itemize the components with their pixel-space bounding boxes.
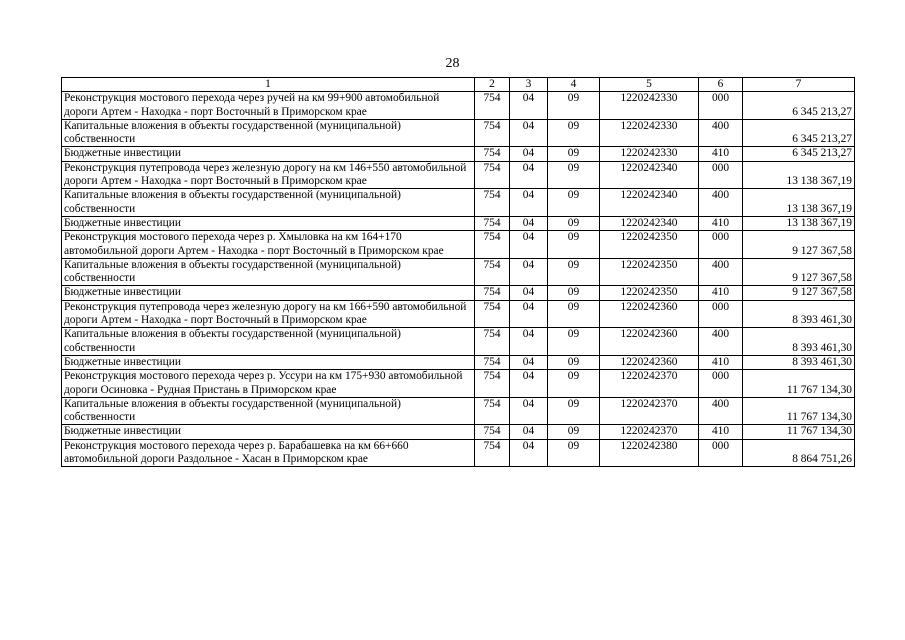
item-name-cell: Реконструкция мостового перехода через р. Уссури на км 175+930 автомобильной дороги Осиновка - Рудная Пристань в Приморском крае: [62, 370, 475, 398]
section-code-cell: 04: [510, 119, 548, 147]
target-article-cell: 1220242370: [600, 425, 699, 439]
amount-cell: 6 345 213,27: [743, 119, 855, 147]
amount-cell: 8 393 461,30: [743, 300, 855, 328]
table-row: [62, 92, 855, 120]
item-name-cell: Реконструкция мостового перехода через р. Хмыловка на км 164+170 автомобильной дороги Артем - Находка - порт Восточный в Приморском крае: [62, 231, 475, 259]
admin-code-cell: 754: [475, 286, 510, 300]
item-name-cell: Капитальные вложения в объекты государственной (муниципальной) собственности: [62, 258, 475, 286]
subsection-code-cell: 09: [548, 189, 600, 217]
table-row: [62, 189, 855, 217]
section-code-cell: 04: [510, 231, 548, 259]
section-code-cell: 04: [510, 300, 548, 328]
subsection-code-cell: 09: [548, 370, 600, 398]
header-cell: 6: [699, 78, 743, 92]
subsection-code-cell: 09: [548, 355, 600, 369]
expense-type-cell: 410: [699, 147, 743, 161]
admin-code-cell: 754: [475, 161, 510, 189]
section-code-cell: 04: [510, 286, 548, 300]
header-cell: 1: [62, 78, 475, 92]
subsection-code-cell: 09: [548, 119, 600, 147]
subsection-code-cell: 09: [548, 258, 600, 286]
table-row: [62, 161, 855, 189]
table-row: [62, 147, 855, 161]
admin-code-cell: 754: [475, 189, 510, 217]
table-row: [62, 397, 855, 425]
amount-cell: 11 767 134,30: [743, 425, 855, 439]
item-name-cell: Бюджетные инвестиции: [62, 147, 475, 161]
target-article-cell: 1220242350: [600, 231, 699, 259]
expense-type-cell: 400: [699, 397, 743, 425]
amount-cell: 6 345 213,27: [743, 92, 855, 120]
admin-code-cell: 754: [475, 92, 510, 120]
admin-code-cell: 754: [475, 300, 510, 328]
amount-cell: 8 393 461,30: [743, 355, 855, 369]
amount-cell: 11 767 134,30: [743, 370, 855, 398]
subsection-code-cell: 09: [548, 397, 600, 425]
expense-type-cell: 400: [699, 258, 743, 286]
table-row: [62, 231, 855, 259]
subsection-code-cell: 09: [548, 216, 600, 230]
section-code-cell: 04: [510, 328, 548, 356]
amount-cell: 9 127 367,58: [743, 258, 855, 286]
subsection-code-cell: 09: [548, 92, 600, 120]
amount-cell: 8 864 751,26: [743, 439, 855, 467]
target-article-cell: 1220242360: [600, 355, 699, 369]
expense-type-cell: 000: [699, 370, 743, 398]
item-name-cell: Капитальные вложения в объекты государственной (муниципальной) собственности: [62, 328, 475, 356]
item-name-cell: Бюджетные инвестиции: [62, 286, 475, 300]
expense-type-cell: 000: [699, 300, 743, 328]
item-name-cell: Бюджетные инвестиции: [62, 355, 475, 369]
expense-type-cell: 410: [699, 425, 743, 439]
expense-type-cell: 000: [699, 92, 743, 120]
budget-table: [61, 77, 855, 467]
admin-code-cell: 754: [475, 147, 510, 161]
subsection-code-cell: 09: [548, 286, 600, 300]
subsection-code-cell: 09: [548, 328, 600, 356]
section-code-cell: 04: [510, 92, 548, 120]
expense-type-cell: 410: [699, 286, 743, 300]
subsection-code-cell: 09: [548, 231, 600, 259]
target-article-cell: 1220242350: [600, 286, 699, 300]
item-name-cell: Капитальные вложения в объекты государственной (муниципальной) собственности: [62, 397, 475, 425]
admin-code-cell: 754: [475, 370, 510, 398]
section-code-cell: 04: [510, 397, 548, 425]
table-header-row: [62, 78, 855, 92]
item-name-cell: Капитальные вложения в объекты государственной (муниципальной) собственности: [62, 189, 475, 217]
section-code-cell: 04: [510, 425, 548, 439]
header-cell: 5: [600, 78, 699, 92]
target-article-cell: 1220242340: [600, 161, 699, 189]
item-name-cell: Реконструкция путепровода через железную дорогу на км 166+590 автомобильной дороги Артем - Находка - порт Восточный в Приморском крае: [62, 300, 475, 328]
amount-cell: 11 767 134,30: [743, 397, 855, 425]
target-article-cell: 1220242360: [600, 300, 699, 328]
table-row: [62, 355, 855, 369]
table-row: [62, 425, 855, 439]
admin-code-cell: 754: [475, 258, 510, 286]
section-code-cell: 04: [510, 189, 548, 217]
expense-type-cell: 400: [699, 189, 743, 217]
section-code-cell: 04: [510, 161, 548, 189]
target-article-cell: 1220242340: [600, 189, 699, 217]
admin-code-cell: 754: [475, 328, 510, 356]
amount-cell: 9 127 367,58: [743, 286, 855, 300]
table-row: [62, 216, 855, 230]
table-row: [62, 300, 855, 328]
admin-code-cell: 754: [475, 119, 510, 147]
table-row: [62, 370, 855, 398]
table-row: [62, 119, 855, 147]
amount-cell: 13 138 367,19: [743, 216, 855, 230]
section-code-cell: 04: [510, 355, 548, 369]
table-row: [62, 258, 855, 286]
section-code-cell: 04: [510, 147, 548, 161]
header-cell: 3: [510, 78, 548, 92]
item-name-cell: Реконструкция мостового перехода через ручей на км 99+900 автомобильной дороги Артем - Находка - порт Восточный в Приморском крае: [62, 92, 475, 120]
admin-code-cell: 754: [475, 216, 510, 230]
target-article-cell: 1220242370: [600, 397, 699, 425]
amount-cell: 13 138 367,19: [743, 161, 855, 189]
amount-cell: 9 127 367,58: [743, 231, 855, 259]
target-article-cell: 1220242330: [600, 147, 699, 161]
expense-type-cell: 000: [699, 231, 743, 259]
table-row: [62, 286, 855, 300]
admin-code-cell: 754: [475, 439, 510, 467]
subsection-code-cell: 09: [548, 161, 600, 189]
amount-cell: 6 345 213,27: [743, 147, 855, 161]
expense-type-cell: 410: [699, 355, 743, 369]
table-row: [62, 439, 855, 467]
item-name-cell: Бюджетные инвестиции: [62, 425, 475, 439]
admin-code-cell: 754: [475, 397, 510, 425]
header-cell: 4: [548, 78, 600, 92]
target-article-cell: 1220242360: [600, 328, 699, 356]
admin-code-cell: 754: [475, 355, 510, 369]
item-name-cell: Реконструкция путепровода через железную дорогу на км 146+550 автомобильной дороги Артем - Находка - порт Восточный в Приморском крае: [62, 161, 475, 189]
expense-type-cell: 000: [699, 161, 743, 189]
header-cell: 2: [475, 78, 510, 92]
subsection-code-cell: 09: [548, 425, 600, 439]
subsection-code-cell: 09: [548, 147, 600, 161]
expense-type-cell: 400: [699, 328, 743, 356]
amount-cell: 13 138 367,19: [743, 189, 855, 217]
section-code-cell: 04: [510, 216, 548, 230]
target-article-cell: 1220242380: [600, 439, 699, 467]
item-name-cell: Капитальные вложения в объекты государственной (муниципальной) собственности: [62, 119, 475, 147]
target-article-cell: 1220242330: [600, 92, 699, 120]
expense-type-cell: 400: [699, 119, 743, 147]
amount-cell: 8 393 461,30: [743, 328, 855, 356]
expense-type-cell: 410: [699, 216, 743, 230]
target-article-cell: 1220242330: [600, 119, 699, 147]
section-code-cell: 04: [510, 439, 548, 467]
expense-type-cell: 000: [699, 439, 743, 467]
section-code-cell: 04: [510, 258, 548, 286]
section-code-cell: 04: [510, 370, 548, 398]
admin-code-cell: 754: [475, 425, 510, 439]
target-article-cell: 1220242350: [600, 258, 699, 286]
target-article-cell: 1220242370: [600, 370, 699, 398]
admin-code-cell: 754: [475, 231, 510, 259]
target-article-cell: 1220242340: [600, 216, 699, 230]
header-cell: 7: [743, 78, 855, 92]
page-number: 28: [445, 56, 460, 71]
item-name-cell: Бюджетные инвестиции: [62, 216, 475, 230]
subsection-code-cell: 09: [548, 300, 600, 328]
item-name-cell: Реконструкция мостового перехода через р. Барабашевка на км 66+660 автомобильной дороги Раздольное - Хасан в Приморском крае: [62, 439, 475, 467]
table-row: [62, 328, 855, 356]
subsection-code-cell: 09: [548, 439, 600, 467]
